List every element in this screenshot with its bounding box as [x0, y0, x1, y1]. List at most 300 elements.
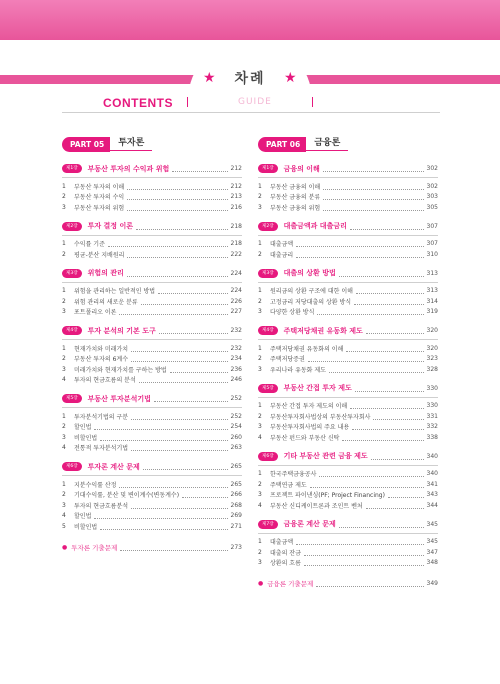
exam-page: 349	[426, 580, 438, 587]
item-number: 1	[62, 240, 66, 248]
chapter-title: 위험의 관리	[87, 269, 124, 277]
chapter-badge: 제4장	[258, 326, 278, 335]
item-title: 할인법	[74, 513, 92, 521]
chapter-badge: 제5장	[258, 384, 278, 393]
chapter-divider	[258, 465, 438, 466]
item-number: 2	[258, 250, 262, 258]
dot-leader	[342, 434, 423, 441]
toc-item[interactable]	[258, 202, 438, 213]
item-title: 비할인법	[74, 523, 98, 531]
toc-item[interactable]	[258, 354, 438, 365]
dot-leader	[388, 491, 424, 498]
bullet-icon: ●	[62, 543, 68, 551]
item-page: 330	[426, 402, 438, 410]
item-page: 332	[426, 423, 438, 431]
chapter-page: 252	[230, 395, 242, 402]
chapter-divider	[258, 397, 438, 398]
toc-item[interactable]	[258, 181, 438, 192]
item-page: 340	[426, 470, 438, 478]
toc-item[interactable]	[258, 432, 438, 443]
dot-leader	[131, 502, 227, 509]
dot-leader	[323, 183, 423, 190]
item-number: 2	[62, 423, 66, 431]
exam-label: 투자론 기출문제	[71, 543, 118, 552]
dot-leader	[131, 355, 228, 362]
top-banner	[0, 0, 500, 40]
dot-leader	[296, 538, 423, 545]
chapter-title: 기타 부동산 관련 금융 제도	[283, 452, 368, 460]
toc-item[interactable]	[62, 181, 242, 192]
item-number: 3	[258, 365, 262, 373]
item-title: 대출금액	[270, 539, 294, 547]
chapter-title: 대출금액과 대출금리	[283, 222, 347, 230]
toc-item[interactable]	[258, 307, 438, 318]
item-title: 부동산 투자의 이해	[74, 183, 125, 191]
item-page: 343	[426, 491, 438, 499]
item-page: 268	[230, 501, 242, 509]
item-title: 할인법	[74, 424, 92, 432]
toc-item[interactable]	[258, 558, 438, 569]
dot-leader	[141, 298, 228, 305]
toc-item[interactable]	[62, 500, 242, 511]
item-title: 부동산투자회사법의 주요 내용	[270, 424, 350, 432]
toc-item[interactable]	[62, 202, 242, 213]
chapter-heading[interactable]	[258, 519, 438, 530]
toc-column-right	[258, 137, 438, 589]
item-number: 1	[62, 287, 66, 295]
item-page: 265	[230, 480, 242, 488]
toc-item[interactable]	[258, 364, 438, 375]
item-title: 부동산 신디케이트론과 조인트 벤처	[270, 502, 363, 510]
dot-leader	[143, 463, 228, 470]
chapter-badge: 제2장	[62, 222, 82, 231]
item-page: 266	[230, 491, 242, 499]
chapter-divider	[62, 177, 242, 178]
item-number: 1	[258, 538, 262, 546]
part-name: 금융론	[306, 137, 348, 151]
item-number: 4	[62, 376, 66, 384]
item-page: 254	[230, 423, 242, 431]
dot-leader	[127, 204, 227, 211]
toc-item[interactable]	[258, 249, 438, 260]
chapter-badge: 제4장	[62, 326, 82, 335]
dot-leader	[127, 270, 228, 277]
item-title: 우리나라 유동화 제도	[270, 366, 326, 374]
item-number: 3	[62, 203, 66, 211]
item-page: 263	[230, 444, 242, 452]
item-page: 236	[230, 365, 242, 373]
item-title: 수익률 기준	[74, 241, 105, 249]
item-page: 331	[426, 412, 438, 420]
chapter-heading[interactable]	[258, 451, 438, 462]
dot-leader	[316, 580, 423, 587]
toc-item[interactable]	[258, 192, 438, 203]
item-page: 213	[230, 193, 242, 201]
toc-item[interactable]	[258, 286, 438, 297]
item-title: 주택연금 제도	[270, 481, 307, 489]
dot-leader	[350, 223, 424, 230]
item-number: 2	[258, 480, 262, 488]
item-title: 부동산 투자의 수익	[74, 194, 125, 202]
dot-leader	[317, 308, 423, 315]
chapter-title: 대출의 상환 방법	[283, 269, 336, 277]
item-page: 224	[230, 287, 242, 295]
item-number: 3	[258, 559, 262, 567]
chapter-heading[interactable]	[62, 163, 242, 174]
dot-leader	[323, 193, 423, 200]
dot-leader	[366, 327, 424, 334]
item-title: 부동산 간접 투자 제도의 이해	[270, 403, 348, 411]
toc-item[interactable]	[62, 354, 242, 365]
item-number: 3	[258, 423, 262, 431]
item-number: 2	[258, 412, 262, 420]
chapter-page: 218	[230, 222, 242, 230]
item-page: 252	[230, 412, 242, 420]
item-page: 302	[426, 182, 438, 190]
dot-leader	[131, 413, 227, 420]
item-title: 부동산 금융의 분류	[270, 194, 321, 202]
toc-item[interactable]	[62, 286, 242, 297]
toc-item[interactable]	[62, 296, 242, 307]
dot-leader	[139, 376, 228, 383]
item-page: 348	[426, 559, 438, 567]
item-number: 2	[258, 297, 262, 305]
item-number: 1	[258, 240, 262, 248]
chapter-heading[interactable]	[258, 268, 438, 279]
chapter-badge: 제3장	[62, 269, 82, 278]
item-number: 4	[62, 444, 66, 452]
star-left-icon: ★	[203, 70, 216, 86]
item-page: 344	[426, 501, 438, 509]
item-page: 319	[426, 308, 438, 316]
item-title: 대출의 잔금	[270, 549, 301, 557]
chapter-title: 금융의 이해	[283, 164, 320, 173]
chapter-title: 부동산 투자분석기법	[87, 394, 151, 403]
item-page: 313	[426, 287, 438, 295]
chapter-page: 212	[230, 165, 242, 172]
chapter-badge: 제1장	[258, 164, 278, 173]
exam-page: 273	[230, 543, 242, 551]
item-number: 2	[62, 491, 66, 499]
toc-item[interactable]	[62, 443, 242, 454]
chapter-badge: 제5장	[62, 394, 82, 403]
toc-item[interactable]	[62, 521, 242, 532]
dot-leader	[119, 481, 227, 488]
dot-leader	[158, 287, 227, 294]
page-title: 차례	[234, 71, 266, 87]
toc-item[interactable]	[62, 479, 242, 490]
item-title: 비할인법	[74, 434, 98, 442]
guide-label: GUIDE	[238, 97, 272, 107]
chapter-title: 부동산 투자의 수익과 위험	[87, 164, 170, 173]
part-name: 투자론	[110, 137, 152, 151]
item-title: 지분수익률 산정	[74, 481, 117, 489]
toc-item[interactable]	[62, 249, 242, 260]
item-page: 314	[426, 297, 438, 305]
item-number: 1	[258, 287, 262, 295]
divider-bar-right	[312, 97, 313, 107]
part-header	[62, 137, 242, 151]
part-tag: PART 05	[62, 137, 110, 152]
chapter-badge: 제6장	[258, 452, 278, 461]
item-number: 1	[258, 344, 262, 352]
item-page: 341	[426, 480, 438, 488]
contents-label: CONTENTS	[103, 96, 173, 110]
dot-leader	[304, 559, 424, 566]
chapter-heading[interactable]	[258, 163, 438, 174]
chapter-heading[interactable]	[62, 325, 242, 336]
chapter-divider	[62, 282, 242, 283]
toc-item[interactable]	[62, 511, 242, 522]
dot-leader	[127, 251, 227, 258]
chapter-heading[interactable]	[258, 325, 438, 336]
dot-leader	[94, 423, 227, 430]
item-title: 다양한 상환 방식	[270, 309, 315, 317]
chapter-heading[interactable]	[62, 221, 242, 232]
dot-leader	[352, 423, 423, 430]
item-number: 1	[258, 182, 262, 190]
item-number: 2	[258, 355, 262, 363]
dot-leader	[308, 355, 424, 362]
chapter-badge: 제1장	[62, 164, 82, 173]
chapter-page: 320	[426, 327, 438, 334]
item-number: 2	[62, 193, 66, 201]
dot-leader	[355, 385, 424, 392]
item-page: 271	[230, 522, 242, 530]
item-title: 한국주택금융공사	[270, 471, 317, 479]
item-title: 투자의 현금흐름의 분석	[74, 377, 136, 385]
toc-item[interactable]	[62, 432, 242, 443]
toc-item[interactable]	[62, 411, 242, 422]
chapter-page: 313	[426, 269, 438, 277]
item-title: 기대수익률, 분산 및 변이계수(변동계수)	[74, 492, 180, 500]
dot-leader	[170, 366, 228, 373]
item-page: 218	[230, 240, 242, 248]
toc-item[interactable]	[258, 500, 438, 511]
dot-leader	[310, 481, 424, 488]
dot-leader	[366, 502, 424, 509]
item-page: 310	[426, 250, 438, 258]
dot-leader	[373, 413, 423, 420]
chapter-title: 투자 결정 이론	[87, 222, 134, 230]
dot-leader	[323, 165, 424, 172]
dot-leader	[339, 521, 424, 528]
item-number: 5	[62, 522, 66, 530]
toc-column-left	[62, 137, 242, 553]
dot-leader	[127, 193, 227, 200]
dot-leader	[296, 240, 423, 247]
dot-leader	[323, 204, 423, 211]
toc-item[interactable]	[258, 296, 438, 307]
toc-item[interactable]	[258, 422, 438, 433]
dot-leader	[346, 345, 423, 352]
item-number: 2	[62, 355, 66, 363]
item-page: 338	[426, 433, 438, 441]
toc-item[interactable]	[258, 401, 438, 412]
toc-item[interactable]	[62, 192, 242, 203]
part-header	[258, 137, 438, 151]
item-number: 2	[62, 297, 66, 305]
chapter-title: 주택저당채권 유동화 제도	[283, 326, 363, 335]
chapter-page: 224	[230, 269, 242, 277]
chapter-divider	[62, 235, 242, 236]
chapter-title: 금융론 계산 문제	[283, 520, 336, 528]
dot-leader	[350, 402, 423, 409]
chapter-badge: 제6장	[62, 462, 82, 471]
toc-item[interactable]	[62, 307, 242, 318]
chapter-badge: 제7장	[258, 520, 278, 529]
chapter-divider	[62, 339, 242, 340]
item-number: 3	[258, 491, 262, 499]
dot-leader	[159, 327, 228, 334]
part-tag: PART 06	[258, 137, 306, 152]
item-title: 위험 관리의 새로운 분류	[74, 298, 138, 306]
item-number: 2	[62, 250, 66, 258]
chapter-heading[interactable]	[62, 393, 242, 404]
item-number: 2	[258, 548, 262, 556]
item-page: 305	[426, 203, 438, 211]
chapter-page: 307	[426, 222, 438, 230]
item-number: 3	[62, 365, 66, 373]
item-page: 232	[230, 344, 242, 352]
toc-item[interactable]	[62, 422, 242, 433]
bullet-icon: ●	[258, 580, 264, 587]
item-page: 345	[426, 538, 438, 546]
dot-leader	[356, 287, 424, 294]
toc-item[interactable]	[258, 547, 438, 558]
item-page: 234	[230, 355, 242, 363]
item-page: 216	[230, 203, 242, 211]
chapter-heading[interactable]	[258, 221, 438, 232]
chapter-heading[interactable]	[258, 383, 438, 394]
item-page: 328	[426, 365, 438, 373]
item-title: 부동산 금융의 이해	[270, 183, 321, 191]
item-title: 대출금액	[270, 241, 294, 249]
item-page: 347	[426, 548, 438, 556]
chapter-heading[interactable]	[62, 268, 242, 279]
item-title: 포트폴리오 이론	[74, 309, 117, 317]
dot-leader	[371, 453, 424, 460]
item-number: 1	[62, 344, 66, 352]
item-page: 320	[426, 344, 438, 352]
item-page: 303	[426, 193, 438, 201]
toc-item[interactable]	[258, 469, 438, 480]
item-title: 고정금리 저당대출의 상환 방식	[270, 298, 352, 306]
dot-leader	[182, 491, 227, 498]
toc-item[interactable]	[62, 364, 242, 375]
item-page: 246	[230, 376, 242, 384]
dot-leader	[339, 270, 424, 277]
exam-entry[interactable]	[62, 542, 242, 553]
item-title: 주택저당채권 유동화의 이해	[270, 345, 344, 353]
item-page: 212	[230, 182, 242, 190]
dot-leader	[354, 298, 423, 305]
dot-leader	[120, 544, 227, 551]
exam-label: 금융론 기출문제	[267, 580, 314, 588]
item-number: 3	[258, 308, 262, 316]
chapter-divider	[258, 177, 438, 178]
chapter-title: 투자론 계산 문제	[87, 462, 140, 471]
item-number: 4	[62, 512, 66, 520]
item-number: 1	[258, 470, 262, 478]
toc-item[interactable]	[62, 239, 242, 250]
item-number: 1	[62, 480, 66, 488]
toc-item[interactable]	[62, 343, 242, 354]
dot-leader	[100, 434, 227, 441]
item-number: 3	[62, 501, 66, 509]
chapter-page: 232	[230, 327, 242, 334]
item-page: 307	[426, 240, 438, 248]
star-right-icon: ★	[284, 70, 297, 86]
item-title: 주택저당증권	[270, 356, 305, 364]
item-title: 부동산 투자의 6계수	[74, 356, 129, 364]
toc-item[interactable]	[258, 490, 438, 501]
item-page: 222	[230, 250, 242, 258]
toc-item[interactable]	[62, 375, 242, 386]
dot-leader	[154, 395, 228, 402]
item-title: 대출금리	[270, 251, 294, 259]
toc-item[interactable]	[258, 343, 438, 354]
item-title: 현재가치와 미래가치	[74, 345, 129, 353]
chapter-divider	[62, 475, 242, 476]
item-title: 부동산 금융의 위험	[270, 204, 321, 212]
chapter-divider	[258, 235, 438, 236]
chapter-heading[interactable]	[62, 461, 242, 472]
dot-leader	[119, 308, 227, 315]
dot-leader	[304, 549, 424, 556]
chapter-title: 부동산 간접 투자 제도	[283, 384, 352, 392]
item-number: 3	[62, 433, 66, 441]
item-title: 원리금의 상환 구조에 대한 이해	[270, 288, 353, 296]
toc-item[interactable]	[62, 490, 242, 501]
dot-leader	[108, 240, 228, 247]
dot-leader	[296, 251, 423, 258]
toc-item[interactable]	[258, 479, 438, 490]
dot-leader	[329, 366, 424, 373]
chapter-badge: 제3장	[258, 269, 278, 278]
item-number: 3	[258, 203, 262, 211]
chapter-title: 투자 분석의 기본 도구	[87, 326, 156, 335]
item-number: 1	[62, 412, 66, 420]
item-title: 부동산투자회사법상의 부동산투자회사	[270, 413, 371, 421]
exam-entry[interactable]	[258, 578, 438, 589]
toc-item[interactable]	[258, 411, 438, 422]
dot-leader	[136, 223, 228, 230]
dot-leader	[319, 470, 423, 477]
chapter-page: 345	[426, 520, 438, 528]
item-page: 260	[230, 433, 242, 441]
item-title: 전통적 투자분석기법	[74, 445, 129, 453]
item-page: 323	[426, 355, 438, 363]
chapter-divider	[62, 407, 242, 408]
item-number: 2	[258, 193, 262, 201]
item-title: 미래가치와 현재가치를 구하는 방법	[74, 366, 167, 374]
item-title: 투자의 현금흐름분석	[74, 502, 129, 510]
item-title: 평균-분산 지배원리	[74, 251, 125, 259]
chapter-page: 265	[230, 463, 242, 470]
item-page: 226	[230, 297, 242, 305]
dot-leader	[131, 345, 227, 352]
item-number: 3	[62, 308, 66, 316]
chapter-page: 302	[426, 165, 438, 172]
chapter-badge: 제2장	[258, 222, 278, 231]
item-number: 4	[258, 501, 262, 509]
chapter-page: 330	[426, 384, 438, 392]
item-title: 프로젝트 파이낸싱(PF; Project Financing)	[270, 492, 385, 500]
toc-item[interactable]	[258, 239, 438, 250]
item-title: 위험을 관리하는 일반적인 방법	[74, 288, 156, 296]
toc-item[interactable]	[258, 537, 438, 548]
